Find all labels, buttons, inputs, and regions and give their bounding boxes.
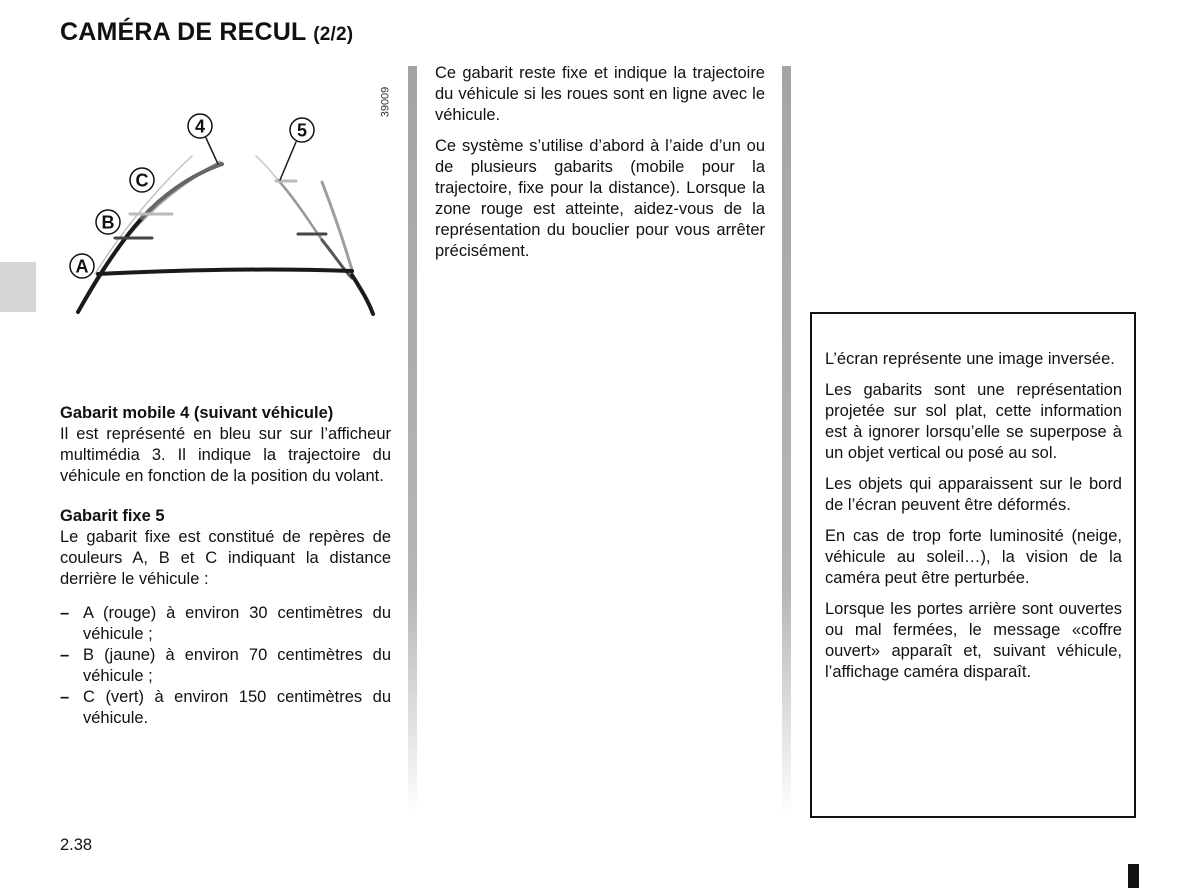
page-number: 2.38 xyxy=(60,836,93,854)
callout-c: C xyxy=(135,170,149,191)
right-fixed-guide-top xyxy=(278,180,322,240)
column-separator xyxy=(408,66,417,816)
page-title xyxy=(60,18,353,47)
middle-paragraph: Ce gabarit reste fixe et indique la trajectoire du véhicule si les roues sont en ligne avec le véhicule. xyxy=(435,64,765,124)
list-dash: – xyxy=(60,688,70,706)
callout-4: 4 xyxy=(194,116,206,137)
list-item xyxy=(60,687,391,729)
fixe-heading: Gabarit fixe 5 xyxy=(60,507,165,525)
guideline-diagram xyxy=(60,68,390,328)
list-item xyxy=(60,603,391,645)
distance-line-a xyxy=(98,270,352,274)
callout-5: 5 xyxy=(296,120,308,141)
callout-b: B xyxy=(101,212,115,233)
list-item-text: A (rouge) à environ 30 centimètres du véhicule ; xyxy=(83,604,391,643)
column-separator xyxy=(782,66,791,816)
right-outer-guide xyxy=(322,182,352,270)
mobile-text: Il est représenté en bleu sur sur l’afficheur multimédia 3. Il indique la trajectoire du véhicule en fonction de la position du volant. xyxy=(60,425,391,485)
fixe-text: Le gabarit fixe est constitué de repères de couleurs A, B et C indiquant la distance derrière le véhicule : xyxy=(60,528,391,588)
page-edge-marker xyxy=(1128,864,1139,888)
middle-paragraph: Ce système s’utilise d’abord à l’aide d’un ou de plusieurs gabarits (mobile pour la trajectoire, fixe pour la distance). Lorsque la zone rouge est atteinte, aidez-vous de la représentation du bouclier pour vous arrêter précisément. xyxy=(435,137,765,260)
left-column xyxy=(60,403,391,729)
note-box xyxy=(810,312,1136,818)
title-part: (2/2) xyxy=(313,24,354,45)
leader-5 xyxy=(280,142,296,180)
list-dash: – xyxy=(60,646,70,664)
right-fixed-guide-dark xyxy=(352,275,373,314)
distance-list xyxy=(60,603,391,729)
note-paragraph: Les gabarits sont une représentation projetée sur sol plat, cette information est à ignorer lorsqu’elle se superpose à un objet vertical ou posé au sol. xyxy=(825,381,1122,462)
mobile-heading: Gabarit mobile 4 (suivant véhicule) xyxy=(60,404,334,422)
list-item xyxy=(60,645,391,687)
note-paragraph: Les objets qui apparaissent sur le bord de l’écran peuvent être déformés. xyxy=(825,475,1122,514)
list-item-text: C (vert) à environ 150 centimètres du véhicule. xyxy=(83,688,391,727)
leader-4 xyxy=(206,138,218,164)
list-dash: – xyxy=(60,604,70,622)
camera-guideline-figure xyxy=(60,68,390,328)
chapter-tab xyxy=(0,262,36,312)
title-main: CAMÉRA DE RECUL xyxy=(60,18,307,46)
middle-column xyxy=(435,63,765,272)
note-paragraph: En cas de trop forte luminosité (neige, véhicule au soleil…), la vision de la caméra peut être perturbée. xyxy=(825,527,1122,587)
callout-a: A xyxy=(75,256,89,277)
note-paragraph: Lorsque les portes arrière sont ouvertes ou mal fermées, le message «coffre ouvert» apparaît et, suivant véhicule, l’affichage caméra disparaît. xyxy=(825,600,1122,681)
figure-code: 39009 xyxy=(379,86,392,118)
note-paragraph: L’écran représente une image inversée. xyxy=(825,350,1115,368)
list-item-text: B (jaune) à environ 70 centimètres du véhicule ; xyxy=(83,646,391,685)
